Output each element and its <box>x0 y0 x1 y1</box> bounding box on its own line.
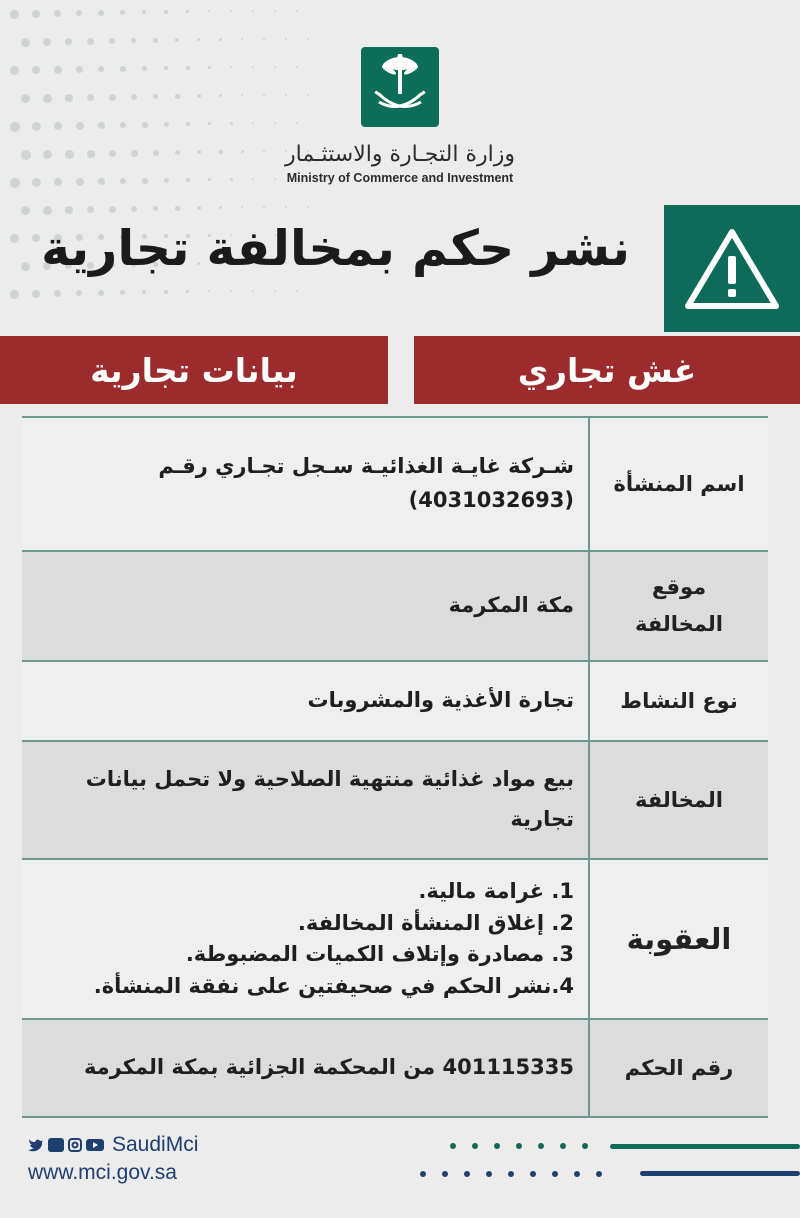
decorative-dot <box>219 94 222 97</box>
table-row-activity <box>22 662 768 742</box>
table-row-location <box>22 552 768 662</box>
footer-dot <box>582 1143 588 1149</box>
decorative-dot <box>175 94 180 99</box>
value-penalty <box>22 860 588 1018</box>
decorative-dot <box>142 10 146 14</box>
decorative-dot <box>32 234 40 242</box>
decorative-dot <box>32 122 41 131</box>
decorative-dot <box>120 290 125 295</box>
decorative-dot <box>197 150 201 154</box>
decorative-dot <box>76 122 84 130</box>
decorative-dot <box>21 150 31 160</box>
decorative-dot <box>65 94 73 102</box>
decorative-dot <box>43 38 51 46</box>
decorative-dot <box>307 206 309 208</box>
decorative-dot <box>87 206 94 213</box>
decorative-dot <box>230 290 232 292</box>
decorative-dot <box>164 66 168 70</box>
decorative-dot <box>252 66 254 68</box>
decorative-dot <box>43 206 52 215</box>
website-link[interactable]: www.mci.gov.sa <box>28 1161 177 1184</box>
decorative-dot <box>54 178 62 186</box>
decorative-dot <box>32 10 40 18</box>
list-item: 4.نشر الحكم في صحيفتين على نفقة المنشأة. <box>93 973 574 998</box>
table-row-penalty <box>22 860 768 1020</box>
decorative-dot <box>109 206 116 213</box>
violation-subcategory-banner: بيانات تجارية <box>0 336 388 404</box>
decorative-dot <box>208 178 211 181</box>
footer-dot <box>552 1171 558 1177</box>
label-violation-location: موقع المخالفة <box>588 552 768 660</box>
decorative-dot <box>142 290 146 294</box>
twitter-icon[interactable] <box>28 1138 44 1152</box>
violation-category-banner: غش تجاري <box>414 336 800 404</box>
footer-dot <box>442 1171 448 1177</box>
decorative-dot <box>186 290 189 293</box>
decorative-dot <box>120 178 126 184</box>
decorative-dot <box>120 10 125 15</box>
decorative-dot <box>296 66 298 68</box>
decorative-dot <box>10 122 20 132</box>
decorative-dot <box>10 10 19 19</box>
decorative-dot <box>142 66 147 71</box>
decorative-dot <box>120 66 126 72</box>
label-penalty: العقوبة <box>588 860 768 1018</box>
decorative-dot <box>285 38 287 40</box>
decorative-dot <box>54 290 61 297</box>
list-item: 3. مصادرة وإتلاف الكميات المضبوطة. <box>185 942 574 966</box>
decorative-dot <box>208 290 210 292</box>
decorative-dot <box>76 178 84 186</box>
decorative-dot <box>296 10 298 12</box>
decorative-dot <box>10 290 19 299</box>
decorative-dot <box>296 290 298 292</box>
decorative-dot <box>43 150 52 159</box>
decorative-dot <box>186 122 190 126</box>
decorative-dot <box>98 10 104 16</box>
youtube-icon[interactable] <box>86 1138 104 1152</box>
decorative-dot <box>120 122 126 128</box>
value-violation-location: مكة المكرمة <box>448 593 574 618</box>
decorative-dot <box>263 94 265 96</box>
decorative-dot <box>10 178 20 188</box>
decorative-dot <box>263 38 265 40</box>
decorative-dot <box>54 10 61 17</box>
decorative-dot <box>274 10 276 12</box>
decorative-dot <box>98 178 105 185</box>
decorative-dot <box>197 206 201 210</box>
decorative-dot <box>285 206 287 208</box>
decorative-dot <box>175 206 180 211</box>
decorative-dot <box>252 10 254 12</box>
penalty-list <box>38 876 574 1002</box>
decorative-dot <box>109 38 115 44</box>
decorative-dot <box>65 206 73 214</box>
decorative-dot <box>252 122 254 124</box>
footer-accent-line-green <box>610 1144 800 1149</box>
decorative-dot <box>142 122 148 128</box>
decorative-dot <box>219 150 223 154</box>
value-activity-type: تجارة الأغذية والمشروبات <box>307 688 574 713</box>
decorative-dot <box>32 66 40 74</box>
decorative-dot <box>109 94 116 101</box>
list-item: 2. إغلاق المنشأة المخالفة. <box>297 910 574 935</box>
decorative-dot <box>65 150 74 159</box>
decorative-dot <box>98 290 104 296</box>
value-judgment-number: 401115335 من المحكمة الجزائية بمكة المكرمة <box>83 1055 574 1080</box>
decorative-dot <box>307 94 309 96</box>
decorative-dot <box>241 38 243 40</box>
footer-dot <box>494 1143 500 1149</box>
footer-accent-line-navy <box>640 1171 800 1176</box>
decorative-dot <box>175 150 180 155</box>
footer-dot <box>596 1171 602 1177</box>
instagram-icon[interactable] <box>68 1138 82 1152</box>
decorative-dot <box>109 150 116 157</box>
value-establishment-name: شـركة غايـة الغذائيـة سـجل تجـاري رقـم (4031032693) <box>158 454 574 512</box>
decorative-dot <box>186 66 190 70</box>
label-activity-type: نوع النشاط <box>588 662 768 740</box>
decorative-dot <box>274 290 276 292</box>
footer-dot <box>508 1171 514 1177</box>
warning-badge <box>664 205 800 332</box>
decorative-dot <box>208 66 211 69</box>
decorative-dot <box>43 94 52 103</box>
label-violation: المخالفة <box>588 742 768 858</box>
decorative-dot <box>186 10 189 13</box>
decorative-dot <box>241 94 243 96</box>
decorative-dot <box>87 94 94 101</box>
decorative-dot <box>65 38 72 45</box>
decorative-dot <box>274 122 276 124</box>
decorative-dot <box>219 206 222 209</box>
footer-dot <box>574 1171 580 1177</box>
ministry-name-english: Ministry of Commerce and Investment <box>286 171 514 185</box>
decorative-dot <box>21 206 30 215</box>
footer-dot <box>560 1143 566 1149</box>
footer-dot <box>464 1171 470 1177</box>
decorative-dot <box>87 150 95 158</box>
table-row-establishment <box>22 418 768 552</box>
table-row-violation <box>22 742 768 860</box>
decorative-dot <box>131 38 136 43</box>
decorative-dot <box>230 66 232 68</box>
decorative-dot <box>230 10 232 12</box>
violation-details-table <box>22 416 768 1118</box>
decorative-dot <box>21 94 30 103</box>
decorative-dot <box>10 234 19 243</box>
decorative-dot <box>208 10 210 12</box>
decorative-dot <box>87 38 94 45</box>
ministry-name-arabic: وزارة التجـارة والاستثـمار <box>285 142 515 167</box>
decorative-dot <box>219 38 222 41</box>
decorative-dot <box>175 38 179 42</box>
decorative-dot <box>98 66 104 72</box>
palm-swords-emblem-icon <box>371 54 429 120</box>
table-row-judgment <box>22 1020 768 1118</box>
decorative-dot <box>285 94 287 96</box>
footer-dot <box>472 1143 478 1149</box>
page-title: نشر حكم بمخالفة تجارية <box>41 220 630 277</box>
social-icons <box>28 1138 104 1152</box>
warning-triangle-icon <box>682 226 782 312</box>
decorative-dot <box>241 150 244 153</box>
footer-dot <box>420 1171 426 1177</box>
decorative-dot <box>208 122 211 125</box>
decorative-dot <box>252 290 254 292</box>
label-judgment-number: رقم الحكم <box>588 1020 768 1116</box>
decorative-dot <box>241 206 243 208</box>
decorative-dot <box>142 178 148 184</box>
decorative-dot <box>54 66 62 74</box>
decorative-dot <box>76 10 82 16</box>
ministry-emblem <box>361 47 439 127</box>
facebook-icon[interactable] <box>48 1138 64 1152</box>
decorative-dot <box>21 38 30 47</box>
decorative-dot <box>153 94 158 99</box>
value-violation: بيع مواد غذائية منتهية الصلاحية ولا تحمل بيانات تجارية <box>85 767 574 831</box>
footer-dot <box>516 1143 522 1149</box>
decorative-dot <box>153 150 159 156</box>
decorative-dot <box>230 178 233 181</box>
decorative-dot <box>32 290 40 298</box>
footer-dot <box>538 1143 544 1149</box>
decorative-dot <box>164 178 169 183</box>
decorative-dot <box>153 38 158 43</box>
decorative-dot <box>263 206 265 208</box>
decorative-dot <box>230 122 233 125</box>
decorative-dot <box>164 10 168 14</box>
decorative-dot <box>197 38 200 41</box>
decorative-dot <box>98 122 105 129</box>
decorative-dot <box>197 94 201 98</box>
decorative-dot <box>186 178 190 182</box>
decorative-dot <box>307 38 309 40</box>
footer-dot <box>486 1171 492 1177</box>
social-handle[interactable]: SaudiMci <box>112 1133 199 1156</box>
decorative-dot <box>54 122 62 130</box>
list-item: 1. غرامة مالية. <box>418 879 574 903</box>
footer-dot <box>450 1143 456 1149</box>
decorative-dot <box>21 262 30 271</box>
decorative-dot <box>32 178 41 187</box>
decorative-dot <box>76 66 83 73</box>
footer-dot <box>530 1171 536 1177</box>
label-establishment-name: اسم المنشأة <box>588 418 768 550</box>
decorative-dot <box>131 94 137 100</box>
decorative-dot <box>296 122 298 124</box>
decorative-dot <box>274 66 276 68</box>
decorative-dot <box>164 290 168 294</box>
decorative-dot <box>10 66 19 75</box>
decorative-dot <box>164 122 169 127</box>
decorative-dot <box>153 206 158 211</box>
decorative-dot <box>76 290 82 296</box>
decorative-dot <box>131 150 138 157</box>
decorative-dot <box>131 206 137 212</box>
